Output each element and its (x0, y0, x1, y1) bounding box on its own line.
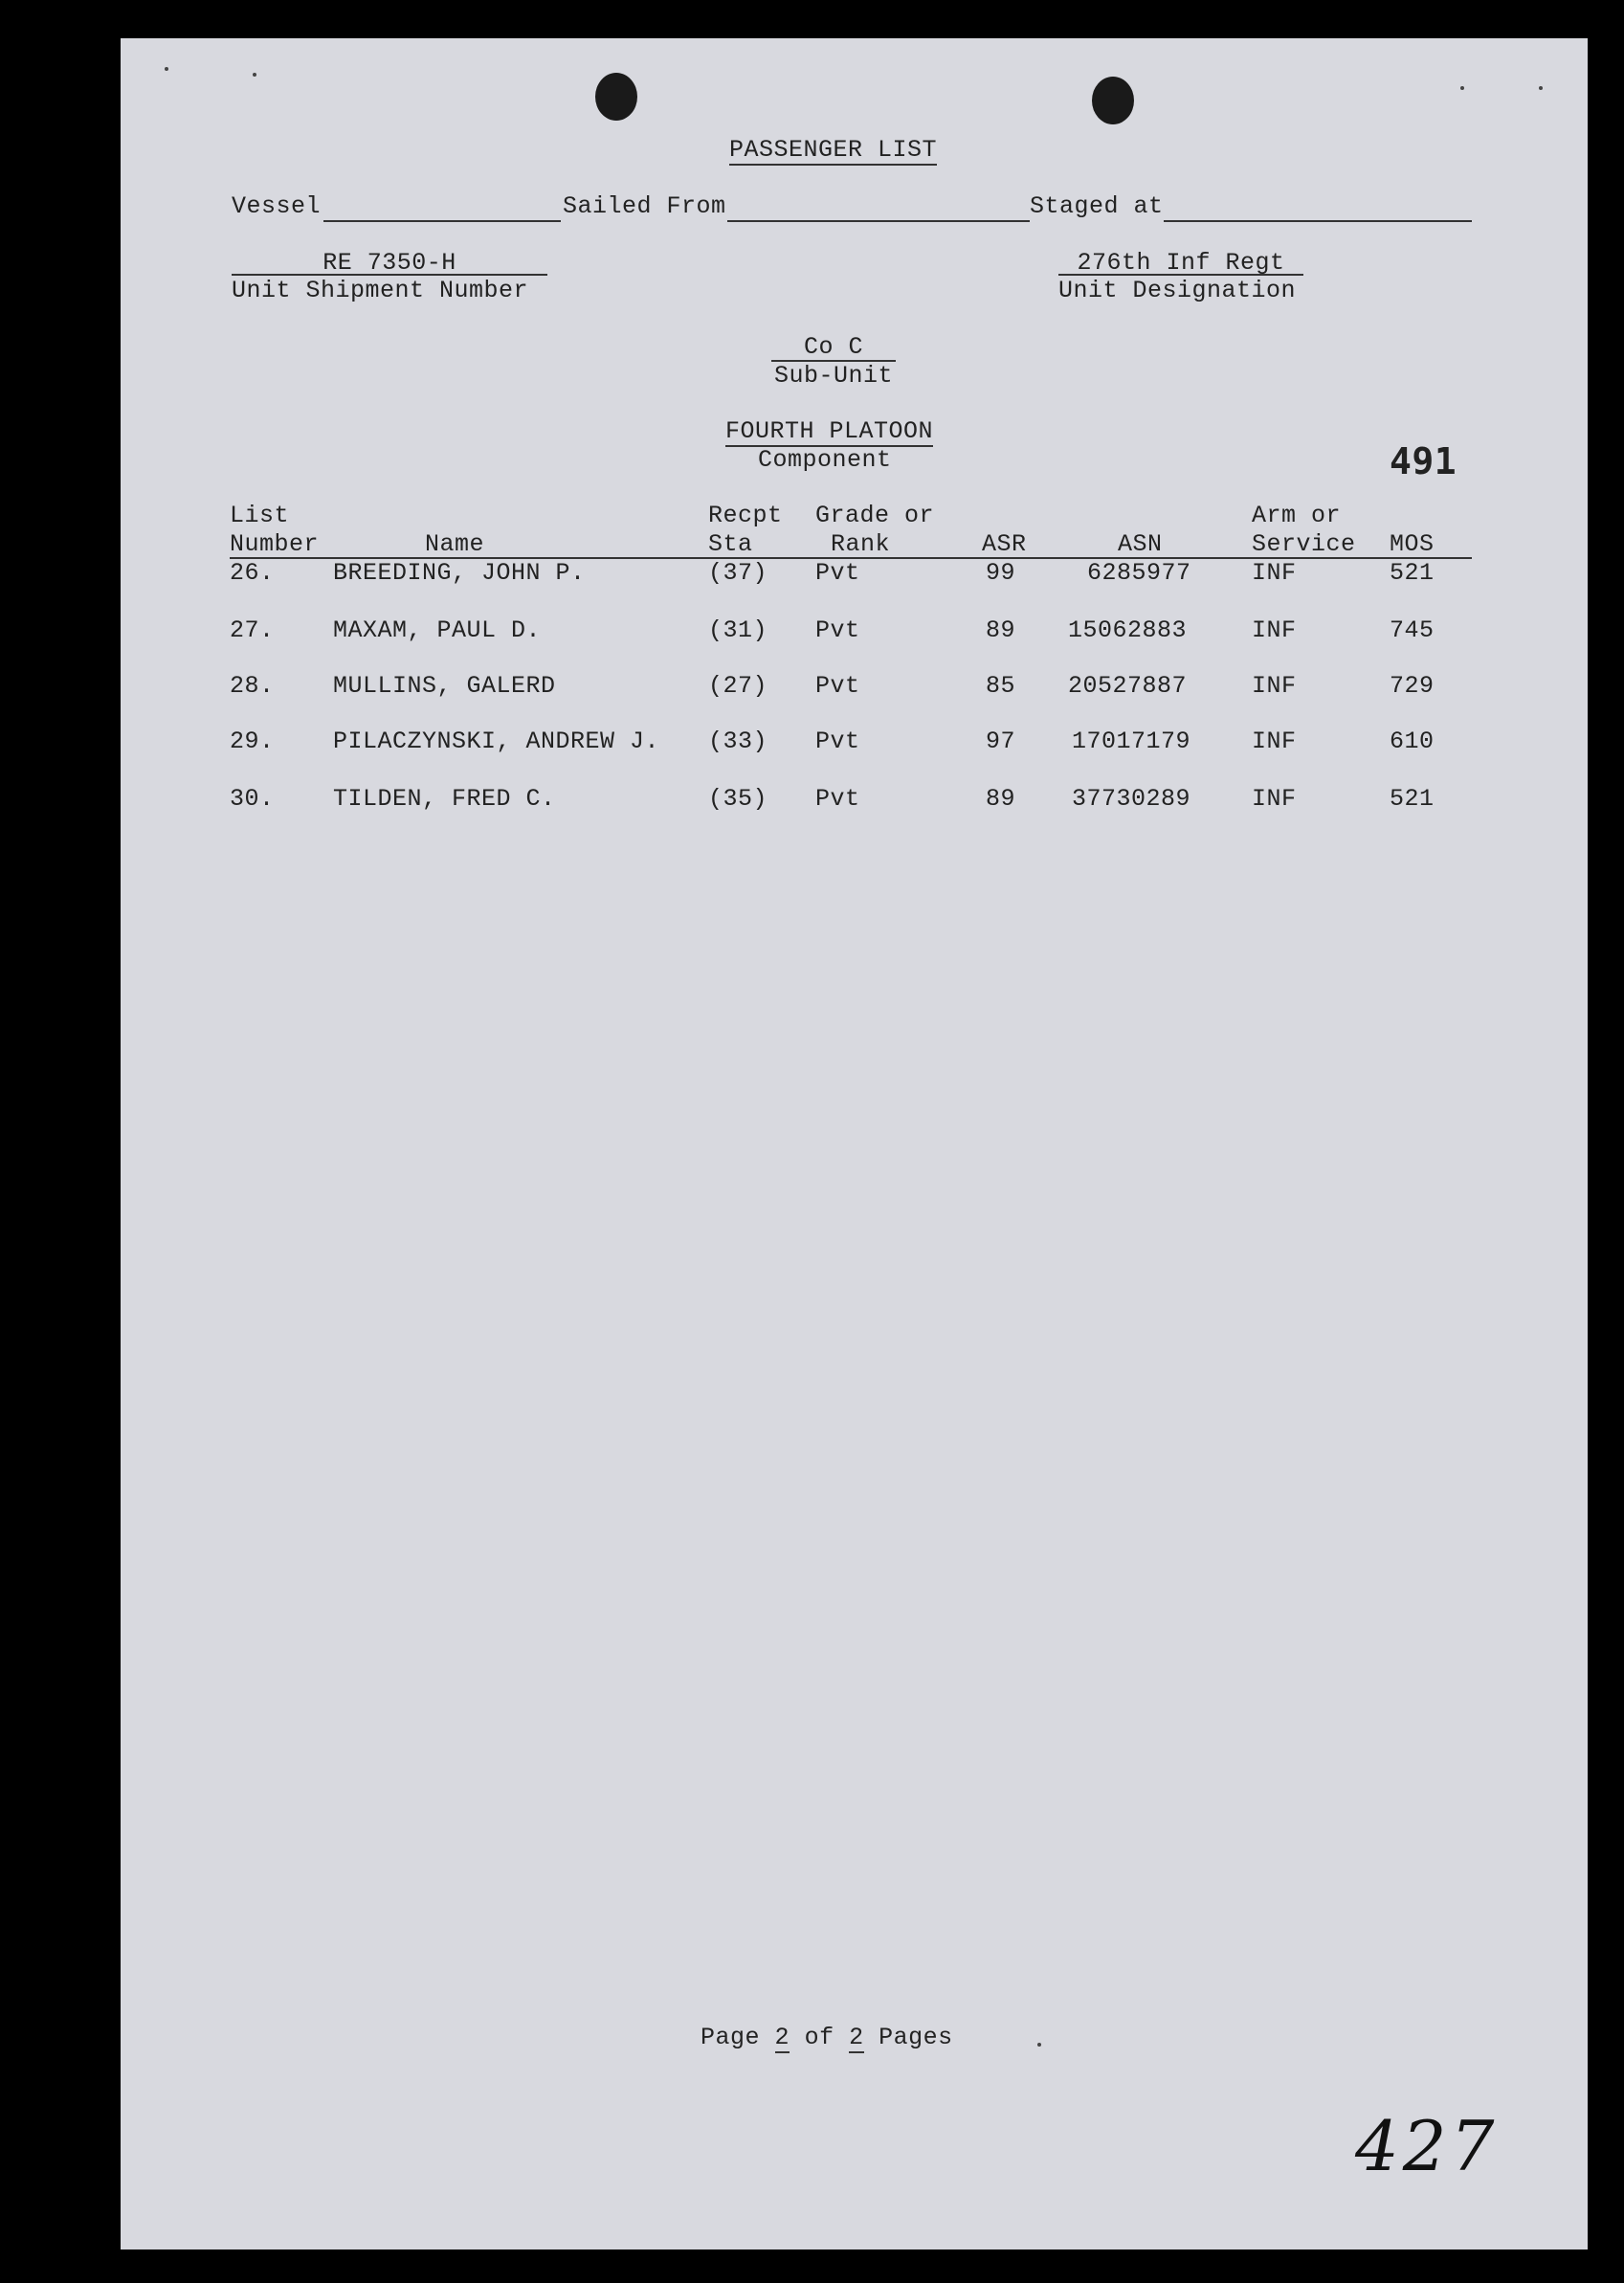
document-page (121, 38, 1588, 2249)
speck (1460, 86, 1464, 90)
row-27-arm: INF (1252, 616, 1297, 644)
row-30-grade: Pvt (815, 785, 860, 813)
handwritten-number: 427 (1355, 2106, 1499, 2186)
punch-hole-left (595, 73, 637, 121)
row-29-asr: 97 (986, 727, 1016, 755)
row-29-mos: 610 (1390, 727, 1435, 755)
shipment-number-label: Unit Shipment Number (232, 277, 529, 304)
row-30-name: TILDEN, FRED C. (333, 785, 556, 813)
col-asn: ASN (1118, 530, 1163, 558)
row-26-asr: 99 (986, 559, 1016, 587)
row-28-mos: 729 (1390, 672, 1435, 700)
component-label: Component (758, 446, 892, 474)
col-mos: MOS (1390, 530, 1435, 558)
unit-designation-value: 276th Inf Regt (1077, 249, 1285, 277)
sub-unit-value: Co C (803, 333, 863, 361)
row-26-mos: 521 (1390, 559, 1435, 587)
shipment-number-value: RE 7350-H (323, 249, 456, 277)
page-word: Page (701, 2024, 761, 2051)
speck (253, 73, 256, 77)
row-26-grade: Pvt (815, 559, 860, 587)
col-list-number-line1: List (230, 502, 290, 529)
col-grade-line1: Grade or (815, 502, 935, 529)
shipment-number-rule (232, 274, 547, 276)
row-29-num: 29. (230, 727, 275, 755)
col-name: Name (425, 530, 485, 558)
sailed-from-blank (727, 220, 1030, 222)
row-27-asn: 15062883 (1068, 616, 1188, 644)
row-26-recpt: (37) (708, 559, 768, 587)
pages-word: Pages (879, 2024, 953, 2051)
row-26-name: BREEDING, JOHN P. (333, 559, 586, 587)
row-27-name: MAXAM, PAUL D. (333, 616, 542, 644)
staged-at-blank (1164, 220, 1472, 222)
row-28-name: MULLINS, GALERD (333, 672, 556, 700)
col-recpt-line2: Sta (708, 530, 753, 558)
row-29-name: PILACZYNSKI, ANDREW J. (333, 727, 660, 755)
row-27-grade: Pvt (815, 616, 860, 644)
row-28-asr: 85 (986, 672, 1016, 700)
row-27-asr: 89 (986, 616, 1016, 644)
row-29-asn: 17017179 (1072, 727, 1191, 755)
component-value: FOURTH PLATOON (725, 417, 934, 445)
row-28-arm: INF (1252, 672, 1297, 700)
sub-unit-label: Sub-Unit (773, 362, 894, 390)
row-30-mos: 521 (1390, 785, 1435, 813)
speck (1539, 86, 1543, 90)
row-28-grade: Pvt (815, 672, 860, 700)
row-28-asn: 20527887 (1068, 672, 1188, 700)
col-list-number-line2: Number (230, 530, 320, 558)
page-total: 2 (849, 2024, 864, 2051)
row-30-num: 30. (230, 785, 275, 813)
speck (1037, 2043, 1041, 2047)
row-27-num: 27. (230, 616, 275, 644)
sailed-from-label: Sailed From (563, 192, 726, 220)
row-30-asn: 37730289 (1072, 785, 1191, 813)
row-30-recpt: (35) (708, 785, 768, 813)
row-28-num: 28. (230, 672, 275, 700)
col-grade-line2: Rank (831, 530, 891, 558)
document-title: PASSENGER LIST (729, 136, 938, 164)
speck (165, 67, 168, 71)
col-arm-line1: Arm or (1252, 502, 1342, 529)
staged-at-label: Staged at (1030, 192, 1164, 220)
row-30-arm: INF (1252, 785, 1297, 813)
unit-designation-label: Unit Designation (1058, 277, 1297, 304)
vessel-label: Vessel (232, 192, 322, 220)
row-26-asn: 6285977 (1087, 559, 1191, 587)
vessel-blank (323, 220, 561, 222)
page-number: 2 (774, 2024, 790, 2051)
page-indicator (701, 2024, 953, 2051)
row-29-grade: Pvt (815, 727, 860, 755)
col-arm-line2: Service (1252, 530, 1356, 558)
row-26-arm: INF (1252, 559, 1297, 587)
of-word: of (804, 2024, 834, 2051)
row-29-arm: INF (1252, 727, 1297, 755)
stamp-number: 491 (1390, 440, 1457, 482)
row-30-asr: 89 (986, 785, 1016, 813)
unit-designation-rule (1058, 274, 1303, 276)
col-recpt-line1: Recpt (708, 502, 783, 529)
row-27-recpt: (31) (708, 616, 768, 644)
row-26-num: 26. (230, 559, 275, 587)
col-asr: ASR (982, 530, 1027, 558)
punch-hole-right (1092, 77, 1134, 124)
row-29-recpt: (33) (708, 727, 768, 755)
row-28-recpt: (27) (708, 672, 768, 700)
row-27-mos: 745 (1390, 616, 1435, 644)
